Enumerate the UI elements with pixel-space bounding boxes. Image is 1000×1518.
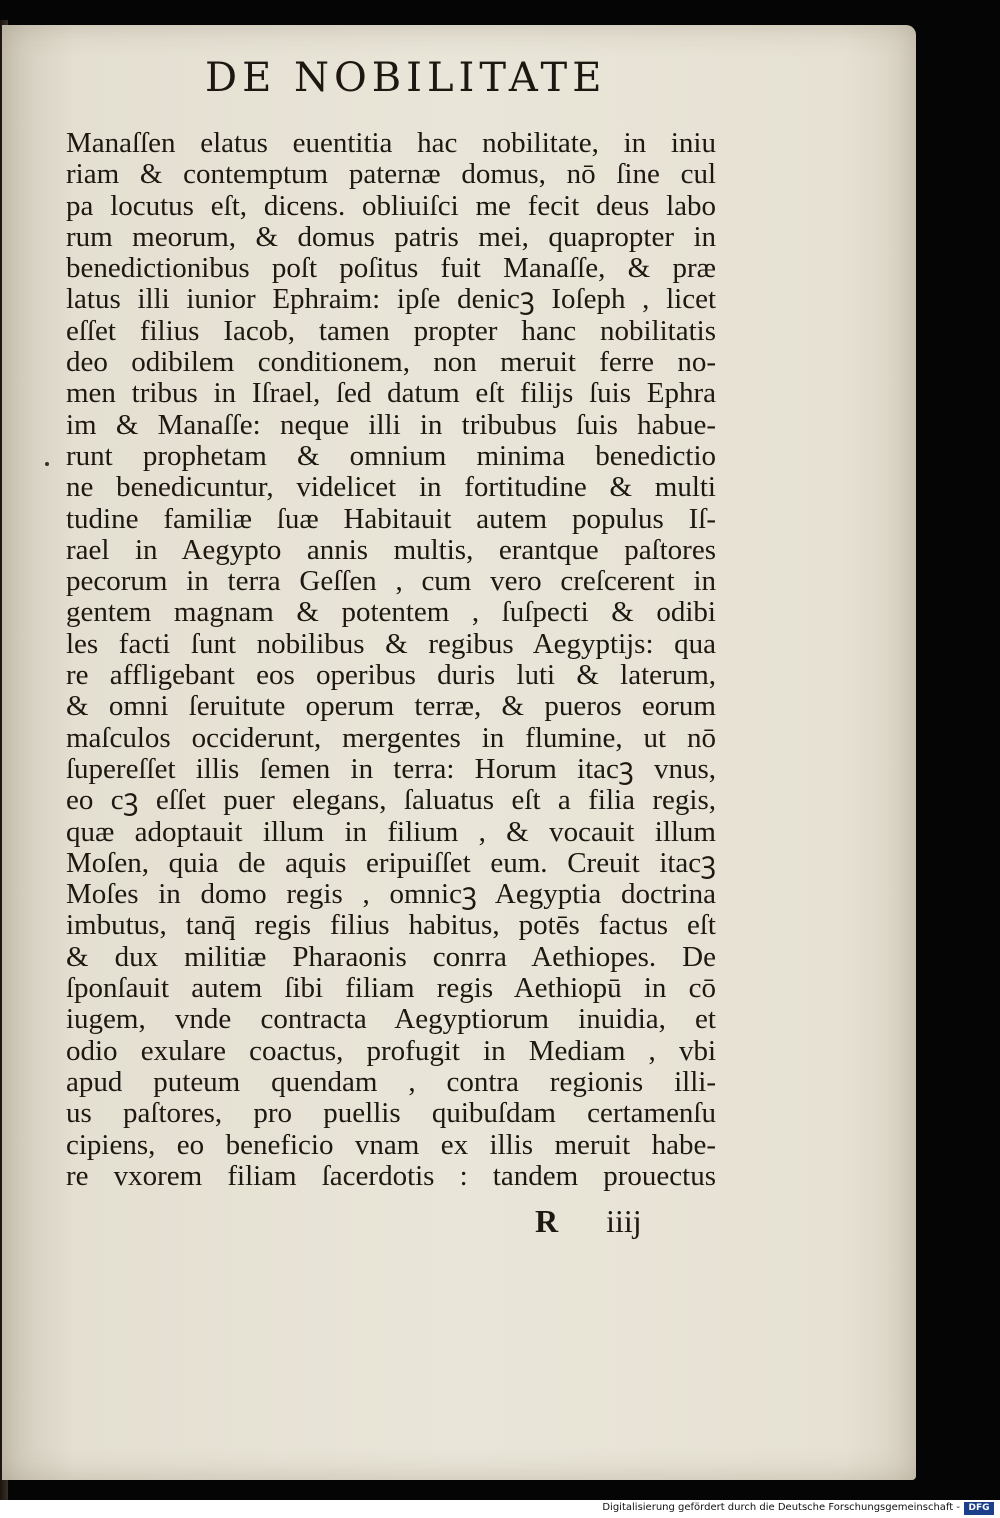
text-line: apud puteum quendam , contra regionis illi- [66,1065,716,1098]
text-line: pa locutus eſt, dicens. obliuiſci me fecit deus labo [66,189,716,222]
dfg-logo: DFG [964,1502,994,1515]
text-line: Moſen, quia de aquis eripuiſſet eum. Creuit itacꝫ [66,846,716,879]
ink-speck [45,462,49,466]
text-line: riam & contemptum paternæ domus, nō ſine cul [66,158,716,191]
text-line: im & Manaſſe: neque illi in tribubus ſuis habue- [66,408,716,441]
page-footer [535,1203,642,1240]
text-line: rum meorum, & domus patris mei, quapropter in [66,220,716,253]
text-line: deo odibilem conditionem, non meruit ferre no- [66,346,716,379]
text-line: Manaſſen elatus euentitia hac nobilitate, in iniu [66,127,716,159]
text-line: quæ adoptauit illum in filium , & vocauit illum [66,815,716,848]
text-line: runt prophetam & omnium minima benedictio [66,439,716,472]
text-line: & dux militiæ Pharaonis conrra Aethiopes. De [66,940,716,973]
text-line: eſſet filius Iacob, tamen propter hanc nobilitatis [66,314,716,347]
text-line: imbutus, tanq̄ regis filius habitus, potēs factus eſt [66,909,716,942]
text-line: maſculos occiderunt, mergentes in flumine, ut nō [66,721,716,754]
text-line: rael in Aegypto annis multis, erantque paſtores [66,533,716,566]
text-line: Moſes in domo regis , omnicꝫ Aegyptia doctrina [66,878,716,911]
folio-number: iiij [606,1203,642,1239]
text-line: ne benedicuntur, videlicet in fortitudine & multi [66,471,716,504]
signature-mark: R [535,1203,559,1239]
body-text [66,128,716,1192]
text-line: les facti ſunt nobilibus & regibus Aegyptijs: qua [66,627,716,660]
text-line: odio exulare coactus, profugit in Mediam , vbi [66,1034,716,1067]
text-line: men tribus in Iſrael, ſed datum eſt filijs ſuis Ephra [66,377,716,410]
text-line: ſponſauit autem ſibi filiam regis Aethiopū in cō [66,972,716,1005]
text-line: & omni ſeruitute operum terræ, & pueros eorum [66,690,716,723]
text-line: re vxorem filiam ſacerdotis : tandem prouectus [66,1159,716,1192]
text-line: gentem magnam & potentem , ſuſpecti & odibi [66,596,716,629]
text-line: iugem, vnde contracta Aegyptiorum inuidia, et [66,1003,716,1036]
text-line: pecorum in terra Geſſen , cum vero creſcerent in [66,565,716,598]
text-line: latus illi iunior Ephraim: ipſe denicꝫ Ioſeph , licet [66,283,716,316]
text-line: benedictionibus poſt poſitus fuit Manaſſe, & præ [66,252,716,285]
text-line: us paſtores, pro puellis quibuſdam certamenſu [66,1097,716,1130]
text-line: ſupereſſet illis ſemen in terra: Horum itacꝫ vnus, [66,752,716,785]
running-header: DE NOBILITATE [205,55,607,101]
funding-credit: Digitalisierung gefördert durch die Deutsche Forschungsgemeinschaft - [602,1502,960,1513]
text-line: tudine familiæ ſuæ Habitauit autem populus Iſ- [66,502,716,535]
text-line: re affligebant eos operibus duris luti & laterum, [66,659,716,692]
text-line: eo cꝫ eſſet puer elegans, ſaluatus eſt a filia regis, [66,784,716,817]
text-line: cipiens, eo beneficio vnam ex illis meruit habe- [66,1128,716,1161]
